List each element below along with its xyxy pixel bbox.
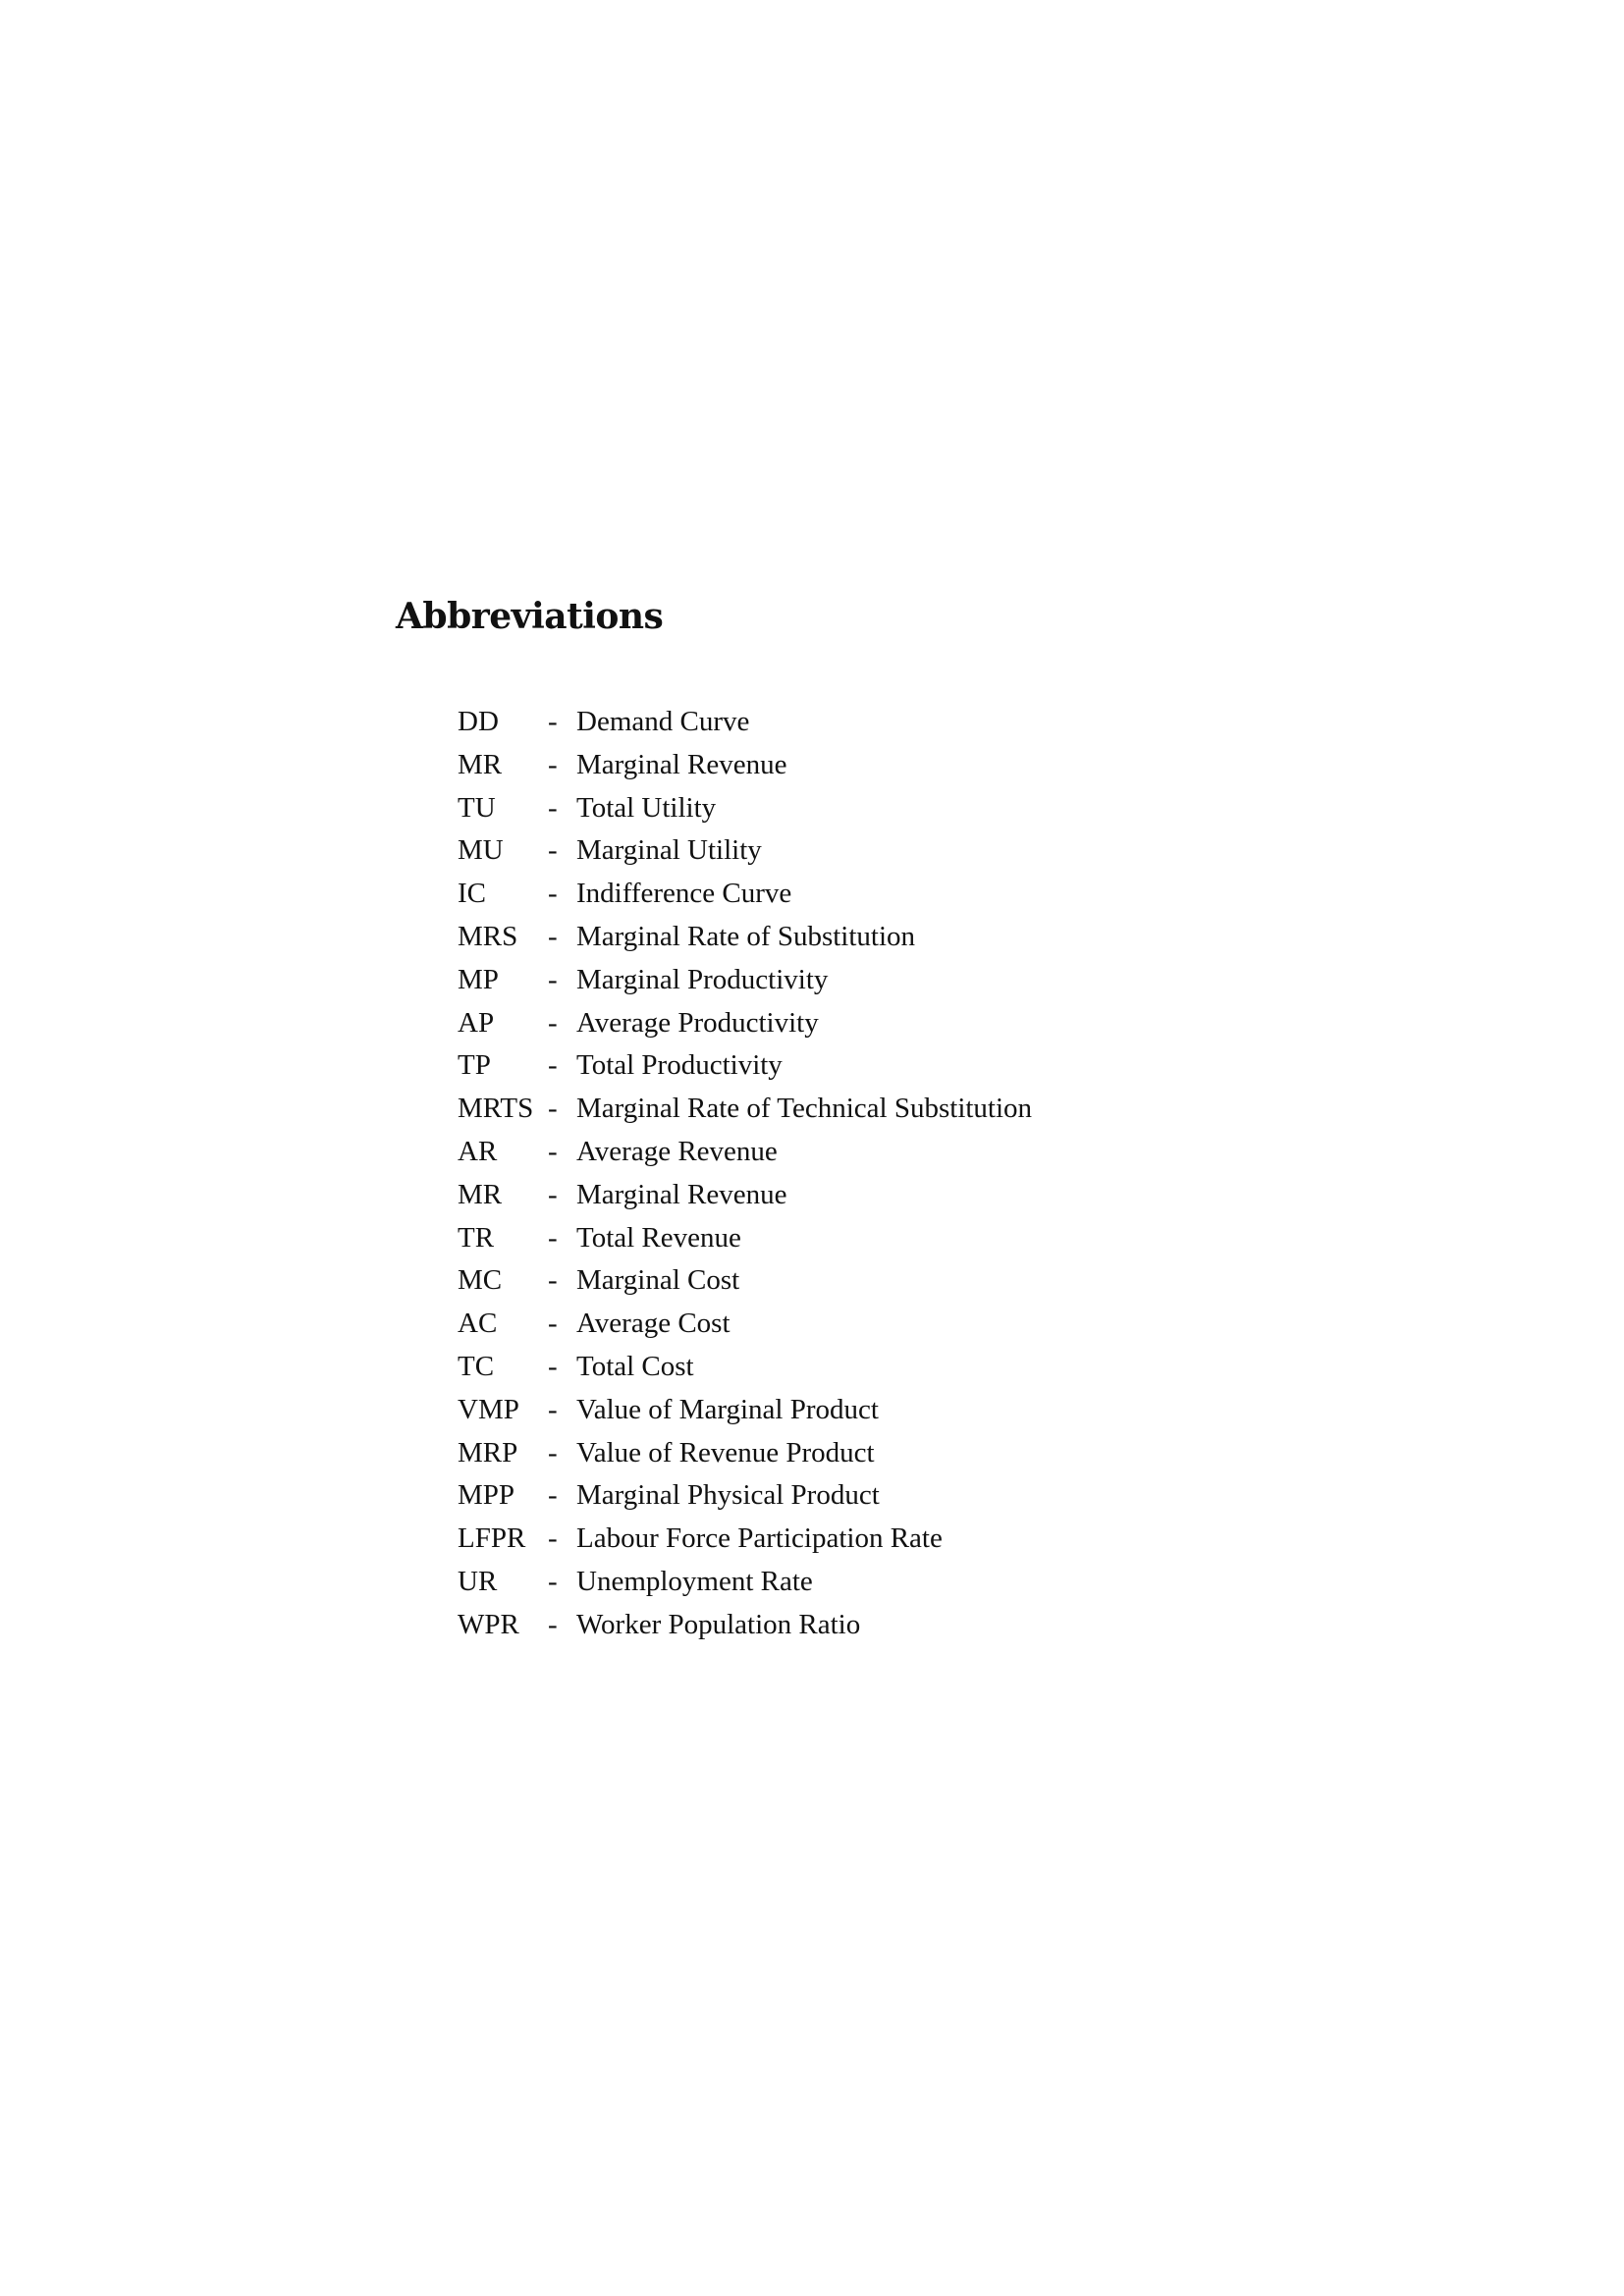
abbreviation-meaning: Average Revenue xyxy=(576,1135,778,1167)
abbreviation-code: VMP xyxy=(458,1393,519,1425)
abbreviation-meaning: Total Productivity xyxy=(576,1049,783,1082)
abbreviation-separator: - xyxy=(548,1221,558,1254)
abbreviation-separator: - xyxy=(548,834,558,867)
abbreviation-separator: - xyxy=(548,706,558,737)
abbreviation-code: MR xyxy=(458,748,503,780)
abbreviation-meaning: Unemployment Rate xyxy=(576,1565,813,1597)
abbreviation-code: MR xyxy=(458,1178,503,1210)
abbreviation-separator: - xyxy=(548,1479,558,1512)
abbreviation-separator: - xyxy=(548,963,558,995)
abbreviation-meaning: Indifference Curve xyxy=(576,878,792,910)
abbreviation-code: MRS xyxy=(458,920,518,952)
abbreviation-separator: - xyxy=(548,1608,558,1640)
abbreviation-code: LFPR xyxy=(458,1522,526,1555)
abbreviation-code: AR xyxy=(458,1135,498,1167)
abbreviation-meaning: Marginal Productivity xyxy=(576,963,829,995)
abbreviation-separator: - xyxy=(548,1178,558,1210)
abbreviation-meaning: Average Productivity xyxy=(576,1006,819,1039)
abbreviation-meaning: Labour Force Participation Rate xyxy=(576,1522,943,1555)
abbreviation-meaning: Marginal Revenue xyxy=(576,1178,787,1210)
abbreviation-separator: - xyxy=(548,1308,558,1340)
abbreviation-meaning: Demand Curve xyxy=(576,706,750,737)
abbreviation-separator: - xyxy=(548,1264,558,1297)
abbreviation-separator: - xyxy=(548,1006,558,1039)
abbreviation-code: MC xyxy=(458,1264,503,1297)
abbreviation-meaning: Value of Marginal Product xyxy=(576,1393,879,1425)
page-title: Abbreviations xyxy=(396,596,664,637)
abbreviation-separator: - xyxy=(548,1135,558,1167)
abbreviation-separator: - xyxy=(548,1565,558,1597)
abbreviation-code: MRP xyxy=(458,1436,518,1468)
abbreviation-meaning: Marginal Rate of Substitution xyxy=(576,920,916,952)
abbreviation-separator: - xyxy=(548,1093,558,1125)
abbreviation-separator: - xyxy=(548,1049,558,1082)
abbreviation-meaning: Total Cost xyxy=(576,1350,694,1382)
abbreviation-meaning: Marginal Rate of Technical Substitution xyxy=(576,1093,1033,1125)
abbreviation-code: MP xyxy=(458,963,499,995)
abbreviation-meaning: Average Cost xyxy=(576,1308,731,1340)
abbreviation-code: IC xyxy=(458,878,486,910)
abbreviation-code: WPR xyxy=(458,1608,519,1640)
abbreviation-code: MRTS xyxy=(458,1093,534,1125)
abbreviation-code: DD xyxy=(458,706,499,737)
abbreviation-meaning: Marginal Revenue xyxy=(576,748,787,780)
abbreviation-code: TP xyxy=(458,1049,491,1082)
abbreviation-code: AP xyxy=(458,1006,495,1039)
abbreviation-code: AC xyxy=(458,1308,498,1340)
abbreviation-code: MPP xyxy=(458,1479,515,1512)
abbreviation-code: MU xyxy=(458,834,504,867)
abbreviation-meaning: Total Revenue xyxy=(576,1221,741,1254)
abbreviation-code: TU xyxy=(458,791,496,824)
abbreviation-meaning: Marginal Cost xyxy=(576,1264,740,1297)
abbreviation-separator: - xyxy=(548,791,558,824)
abbreviation-separator: - xyxy=(548,1350,558,1382)
abbreviation-code: UR xyxy=(458,1565,498,1597)
abbreviation-code: TR xyxy=(458,1221,495,1254)
abbreviation-separator: - xyxy=(548,1522,558,1555)
abbreviation-separator: - xyxy=(548,878,558,910)
abbreviation-meaning: Worker Population Ratio xyxy=(576,1608,861,1640)
abbreviation-separator: - xyxy=(548,920,558,952)
abbreviation-meaning: Marginal Utility xyxy=(576,834,762,867)
abbreviation-separator: - xyxy=(548,748,558,780)
abbreviation-separator: - xyxy=(548,1436,558,1468)
abbreviation-meaning: Marginal Physical Product xyxy=(576,1479,880,1512)
abbreviation-meaning: Value of Revenue Product xyxy=(576,1436,875,1468)
abbreviation-separator: - xyxy=(548,1393,558,1425)
abbreviation-code: TC xyxy=(458,1350,495,1382)
abbreviation-meaning: Total Utility xyxy=(576,791,717,824)
